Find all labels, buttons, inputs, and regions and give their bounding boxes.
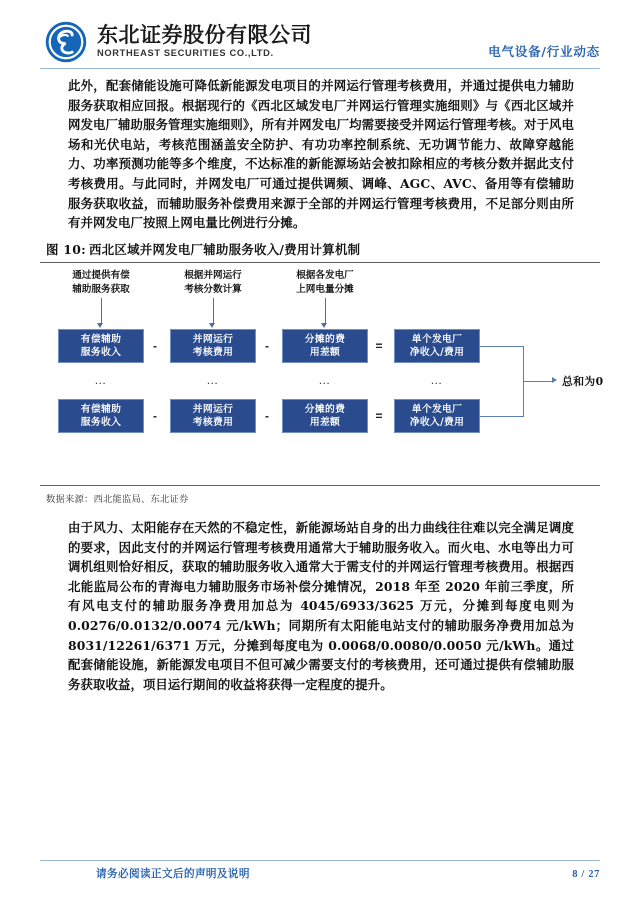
figure-diagram <box>40 263 604 485</box>
figure-number: 图 10: <box>46 242 87 257</box>
diagram-caption-2 <box>170 269 256 296</box>
box-row2-shared-fee-difference: 分摊的费 用差额 <box>282 399 368 433</box>
footer-page-number: 8 / 27 <box>572 869 600 880</box>
caption-line: 上网电量分摊 <box>296 283 354 295</box>
caption-arrow-2 <box>213 298 214 323</box>
sum-label: 总和为0 <box>562 375 604 388</box>
report-category: 电气设备/行业动态 <box>488 44 600 59</box>
caption-arrow-3 <box>325 298 326 323</box>
company-name-cn: 东北证券股份有限公司 <box>97 23 312 48</box>
company-logo <box>44 20 312 64</box>
operator-row2-3: = <box>375 409 383 423</box>
body-paragraph-bottom: 由于风力、太阳能存在天然的不稳定性，新能源场站自身的出力曲线往往难以完全满足调度的要求，因此支付的并网运行管理考核费用通常大于辅助服务收入。而火电、水电等出力可调机组则恰好相反，获取的辅助服务收入通常大于需支付的并网运行管理考核费用。根据西北能监局公布的青海电力辅助服务市场补偿分摊情况，2018 年至 2020 年前三季度，所有风电支付的辅助服务净费用加总为 4045/6933/3625 万元，分摊到每度电则为 0.0276/0.0132/0.0074 元/kWh；同期所有太阳能电站支付的辅助服务净费用加总为 8031/12261/6371 万元，分摊到每度电为 0.0068/0.0080/0.0050 元/kWh。通过配套储能设施，新能源发电项目不但可减少需要支付的考核费用，还可通过提供有偿辅助服务获取收益，项目运行期间的收益将获得一定程度的提升。 <box>68 520 574 692</box>
page-header <box>0 0 640 72</box>
caption-line: 根据并网运行 <box>184 270 242 281</box>
box-row1-grid-assessment-fee: 并网运行 考核费用 <box>170 329 256 363</box>
company-name-en: NORTHEAST SECURITIES CO.,LTD. <box>97 48 274 59</box>
box-row2-plant-net-income: 单个发电厂 净收入/费用 <box>394 399 480 433</box>
ellipsis-col-3: … <box>318 373 332 387</box>
header-divider <box>40 68 600 69</box>
diagram-caption-1 <box>58 269 144 296</box>
footer-disclaimer: 请务必阅读正文后的声明及说明 <box>96 868 250 880</box>
northeast-securities-swirl-logo-icon <box>44 20 88 64</box>
figure-source: 数据来源：西北能监局、东北证券 <box>46 494 189 505</box>
ellipsis-col-4: … <box>430 373 444 387</box>
figure-title-text: 西北区域并网发电厂辅助服务收入/费用计算机制 <box>89 242 361 257</box>
sum-arrowhead-icon <box>552 377 557 383</box>
box-row1-shared-fee-difference: 分摊的费 用差额 <box>282 329 368 363</box>
ellipsis-col-1: … <box>94 373 108 387</box>
operator-row2-1: - <box>153 409 157 423</box>
caption-line: 根据各发电厂 <box>296 270 354 281</box>
figure-title <box>40 240 600 262</box>
diagram-caption-3 <box>282 269 368 296</box>
bracket-sum-connector <box>524 381 553 382</box>
ellipsis-col-2: … <box>206 373 220 387</box>
bracket-stub-row2 <box>480 416 524 417</box>
box-row1-plant-net-income: 单个发电厂 净收入/费用 <box>394 329 480 363</box>
caption-arrow-1 <box>101 298 102 323</box>
box-row2-paid-service-income: 有偿辅助 服务收入 <box>58 399 144 433</box>
bracket-stub-row1 <box>480 346 524 347</box>
figure-10 <box>40 240 604 505</box>
box-row2-grid-assessment-fee: 并网运行 考核费用 <box>170 399 256 433</box>
page-footer <box>40 860 600 881</box>
caption-line: 通过提供有偿 <box>72 270 130 281</box>
body-paragraph-top: 此外，配套储能设施可降低新能源发电项目的并网运行管理考核费用，并通过提供电力辅助服务获取相应回报。根据现行的《西北区域发电厂并网运行管理实施细则》与《西北区域并网发电厂辅助服务管理实施细则》，所有并网发电厂均需要接受并网运行管理考核。对于风电场和光伏电站，考核范围涵盖安全防护、有功功率控制系统、无功调节能力、故障穿越能力、功率预测功能等多个维度，不达标准的新能源场站会被扣除相应的考核分数并据此支付考核费用。与此同时，并网发电厂可通过提供调频、调峰、AGC、AVC、备用等有偿辅助服务获取收益，而辅助服务补偿费用来源于全部的并网运行管理考核费用，不足部分则由所有并网发电厂按照上网电量比例进行分摊。 <box>68 78 574 231</box>
company-logo-text <box>97 25 312 58</box>
footer-row <box>40 861 600 881</box>
operator-row2-2: - <box>265 409 269 423</box>
caption-line: 辅助服务获取 <box>72 283 130 295</box>
operator-row1-2: - <box>265 339 269 353</box>
box-row1-paid-service-income: 有偿辅助 服务收入 <box>58 329 144 363</box>
operator-row1-3: = <box>375 339 383 353</box>
operator-row1-1: - <box>153 339 157 353</box>
caption-line: 考核分数计算 <box>184 283 242 295</box>
